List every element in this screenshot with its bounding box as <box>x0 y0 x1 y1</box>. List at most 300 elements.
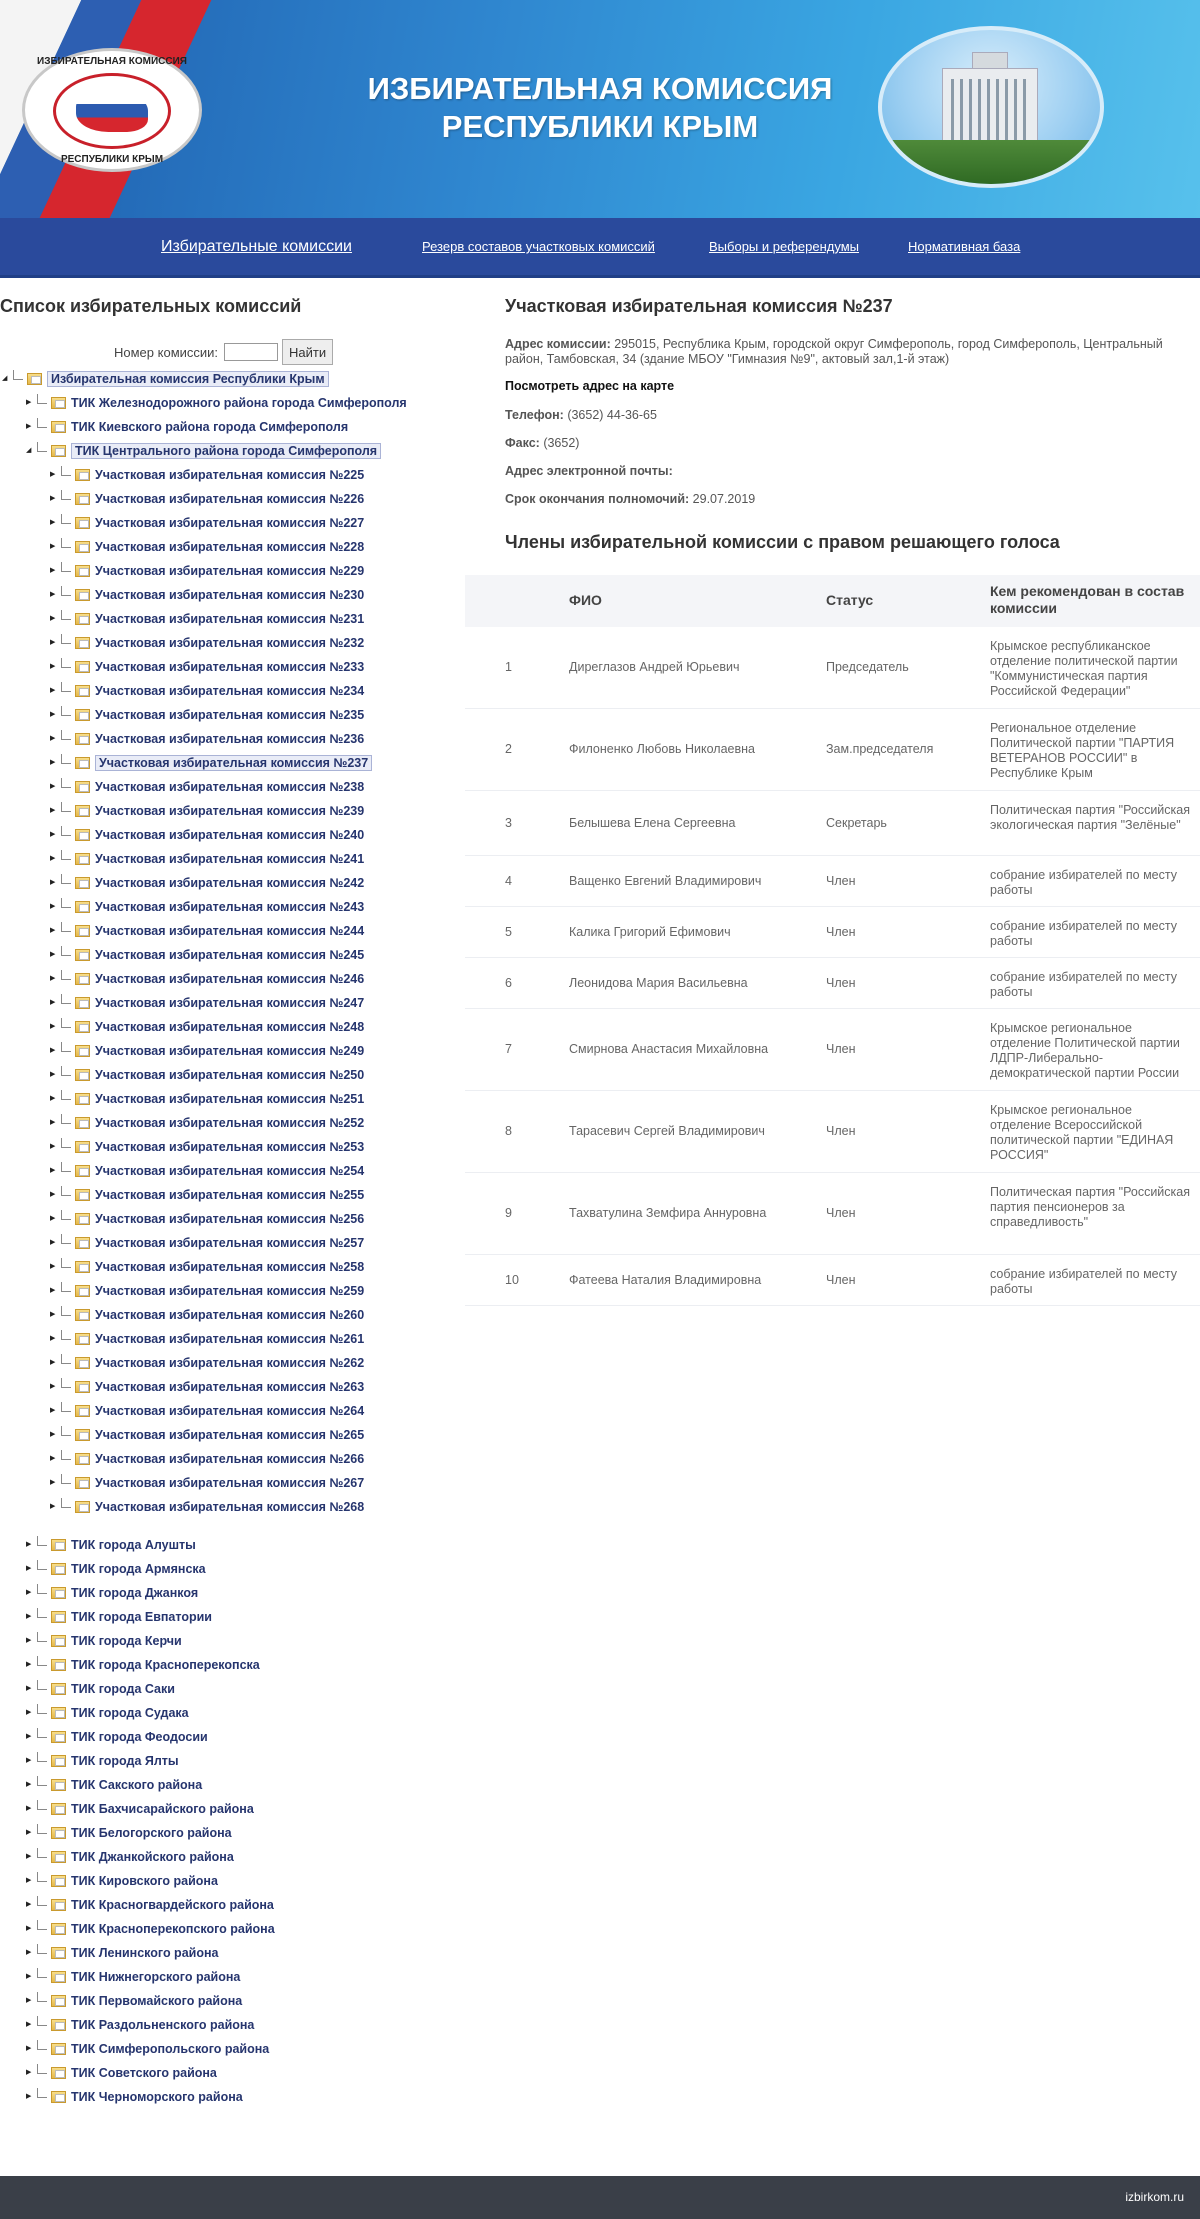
tree-expand-icon[interactable]: ▶ <box>50 1215 56 1222</box>
tree-item-label[interactable]: Участковая избирательная комиссия №244 <box>95 924 365 938</box>
cell-number: 1 <box>505 660 512 674</box>
tree-item-label[interactable]: ТИК города Феодосии <box>71 1730 208 1744</box>
folder-icon <box>75 637 90 649</box>
tree-item-uik[interactable] <box>50 969 364 989</box>
tree-line <box>37 1848 47 1858</box>
tree-item-label[interactable]: Участковая избирательная комиссия №257 <box>95 1236 365 1250</box>
tree-item-uik[interactable] <box>50 1401 364 1421</box>
tree-item-label[interactable]: ТИК города Саки <box>71 1682 175 1696</box>
tree-item-label[interactable]: Участковая избирательная комиссия №238 <box>95 780 365 794</box>
tree-expand-icon[interactable]: ▶ <box>26 2021 32 2028</box>
tree-expand-icon[interactable]: ▶ <box>50 1287 56 1294</box>
tree-line <box>61 1042 71 1052</box>
tree-item-label[interactable]: ТИК Железнодорожного района города Симферополя <box>71 396 407 410</box>
tree-item-label[interactable]: ТИК города Евпатории <box>71 1610 212 1624</box>
cell-name: Диреглазов Андрей Юрьевич <box>569 660 740 674</box>
tree-expand-icon[interactable]: ▶ <box>26 399 32 406</box>
tree-expand-icon[interactable]: ▶ <box>26 1877 32 1884</box>
tree-expand-icon[interactable]: ▶ <box>50 1335 56 1342</box>
tree-item-uik[interactable] <box>50 777 364 797</box>
tree-expand-icon[interactable]: ▶ <box>50 1239 56 1246</box>
tree-item-uik[interactable] <box>50 1089 364 1109</box>
tree-item-label[interactable]: Участковая избирательная комиссия №250 <box>95 1068 365 1082</box>
tree-item-uik[interactable] <box>50 1257 364 1277</box>
site-title <box>300 70 900 146</box>
tree-item-tik[interactable] <box>26 2015 254 2035</box>
tree-item-tik[interactable] <box>26 1679 175 1699</box>
cell-name: Смирнова Анастасия Михайловна <box>569 1042 769 1056</box>
tree-item-uik[interactable] <box>50 849 364 869</box>
tree-item-tik[interactable] <box>26 1991 242 2011</box>
tree-item-tik[interactable] <box>26 417 348 437</box>
tree-item-uik[interactable] <box>50 921 364 941</box>
tree-item-uik[interactable] <box>50 873 364 893</box>
tree-item-uik[interactable] <box>50 1113 364 1133</box>
tree-line <box>61 1114 71 1124</box>
tree-item-uik[interactable] <box>50 993 364 1013</box>
cell-status: Член <box>826 976 856 990</box>
cell-name: Тарасевич Сергей Владимирович <box>569 1124 765 1138</box>
folder-icon <box>51 1707 66 1719</box>
folder-icon <box>75 493 90 505</box>
tree-item-uik[interactable] <box>50 585 364 605</box>
tree-item-label[interactable]: Участковая избирательная комиссия №260 <box>95 1308 365 1322</box>
tree-item-label[interactable]: Участковая избирательная комиссия №245 <box>95 948 365 962</box>
folder-icon <box>75 949 90 961</box>
folder-icon <box>75 1021 90 1033</box>
tree-item-uik[interactable] <box>50 537 364 557</box>
folder-icon <box>75 1381 90 1393</box>
tree-item-tik[interactable] <box>26 2063 217 2083</box>
tree-item-label[interactable]: Участковая избирательная комиссия №241 <box>95 852 365 866</box>
tree-expand-icon[interactable]: ▶ <box>50 711 56 718</box>
tree-expand-icon[interactable]: ▶ <box>50 1047 56 1054</box>
tree-item-label[interactable]: ТИК города Керчи <box>71 1634 182 1648</box>
tree-collapse-icon[interactable]: ◢ <box>26 447 32 454</box>
tree-expand-icon[interactable]: ▶ <box>50 1407 56 1414</box>
tree-item-tik[interactable] <box>26 1823 232 1843</box>
parliament-building-image <box>878 26 1104 188</box>
tree-item-label[interactable]: ТИК Джанкойского района <box>71 1850 234 1864</box>
main-nav <box>0 218 1200 278</box>
tree-item-label[interactable]: ТИК Черноморского района <box>71 2090 243 2104</box>
tree-item-uik[interactable] <box>50 513 364 533</box>
tree-item-label[interactable]: Участковая избирательная комиссия №226 <box>95 492 365 506</box>
cell-recommended: Крымское республиканское отделение политической партии "Коммунистическая партия Российской Федерации" <box>990 639 1178 698</box>
tree-expand-icon[interactable]: ▶ <box>50 1191 56 1198</box>
tree-item-label[interactable]: ТИК города Красноперекопска <box>71 1658 260 1672</box>
tree-expand-icon[interactable]: ▶ <box>50 1431 56 1438</box>
tree-item-tik[interactable] <box>26 1535 196 1555</box>
tree-item-label[interactable]: ТИК Киевского района города Симферополя <box>71 420 349 434</box>
cell-name: Белышева Елена Сергеевна <box>569 816 736 830</box>
tree-item-label[interactable]: Участковая избирательная комиссия №266 <box>95 1452 365 1466</box>
tree-item-uik[interactable] <box>50 633 364 653</box>
tree-line <box>37 1776 47 1786</box>
tree-line <box>61 1234 71 1244</box>
tree-item-tik[interactable] <box>26 1655 260 1675</box>
folder-icon <box>75 805 90 817</box>
tree-item-label[interactable]: ТИК Советского района <box>71 2066 217 2080</box>
tree-line <box>61 1066 71 1076</box>
tree-item-tik[interactable] <box>26 1583 198 1603</box>
tree-item-tik[interactable] <box>26 1775 202 1795</box>
tree-item-uik[interactable] <box>50 945 364 965</box>
tree-item-label[interactable]: Участковая избирательная комиссия №240 <box>95 828 365 842</box>
tree-item-uik[interactable] <box>50 897 364 917</box>
tree-collapse-icon[interactable]: ◢ <box>2 375 8 382</box>
tree-expand-icon[interactable]: ▶ <box>50 975 56 982</box>
tree-expand-icon[interactable]: ▶ <box>50 1167 56 1174</box>
tree-item-uik[interactable] <box>50 1065 364 1085</box>
tree-expand-icon[interactable]: ▶ <box>50 687 56 694</box>
tree-item-label[interactable]: Участковая избирательная комиссия №234 <box>95 684 365 698</box>
tree-item-uik[interactable] <box>50 825 364 845</box>
tree-line <box>61 1498 71 1508</box>
tree-item-uik[interactable] <box>50 1425 364 1445</box>
tree-expand-icon[interactable]: ▶ <box>26 1901 32 1908</box>
tree-expand-icon[interactable]: ▶ <box>50 807 56 814</box>
tree-item-label[interactable]: Участковая избирательная комиссия №265 <box>95 1428 365 1442</box>
tree-expand-icon[interactable]: ▶ <box>26 1637 32 1644</box>
tree-line <box>61 490 71 500</box>
tree-expand-icon[interactable]: ▶ <box>26 1589 32 1596</box>
tree-item-label[interactable]: ТИК города Алушты <box>71 1538 196 1552</box>
tree-item-label[interactable]: ТИК Сакского района <box>71 1778 203 1792</box>
tree-item-tik[interactable] <box>26 2039 269 2059</box>
tree-item-tik[interactable] <box>26 1727 208 1747</box>
tree-item-label[interactable]: ТИК Симферопольского района <box>71 2042 270 2056</box>
tree-expand-icon[interactable]: ▶ <box>50 1023 56 1030</box>
tree-item-uik[interactable] <box>50 1017 364 1037</box>
tree-item-label[interactable]: Участковая избирательная комиссия №258 <box>95 1260 365 1274</box>
nav-link-normative[interactable]: Нормативная база <box>908 239 1021 254</box>
nav-link-elections[interactable]: Выборы и референдумы <box>709 239 859 254</box>
tree-item-label[interactable]: Участковая избирательная комиссия №256 <box>95 1212 365 1226</box>
tree-expand-icon[interactable]: ▶ <box>26 1805 32 1812</box>
tree-item-label[interactable]: Участковая избирательная комиссия №259 <box>95 1284 365 1298</box>
table-row <box>465 1173 1200 1255</box>
tree-item-label[interactable]: Участковая избирательная комиссия №251 <box>95 1092 365 1106</box>
tree-item-uik[interactable] <box>50 1353 364 1373</box>
tree-line <box>37 1704 47 1714</box>
tree-expand-icon[interactable]: ▶ <box>26 1661 32 1668</box>
tree-expand-icon[interactable]: ▶ <box>50 639 56 646</box>
tree-line <box>61 754 71 764</box>
tree-item-label[interactable]: Участковая избирательная комиссия №252 <box>95 1116 365 1130</box>
tree-item-label[interactable]: Участковая избирательная комиссия №243 <box>95 900 365 914</box>
folder-icon <box>51 1539 66 1551</box>
tree-expand-icon[interactable]: ▶ <box>50 567 56 574</box>
tree-item-tik[interactable] <box>26 1871 218 1891</box>
tree-item-label[interactable]: Участковая избирательная комиссия №254 <box>95 1164 365 1178</box>
tree-expand-icon[interactable]: ▶ <box>26 2069 32 2076</box>
tree-item-tik[interactable] <box>26 441 381 461</box>
tree-item-label[interactable]: ТИК Бахчисарайского района <box>71 1802 254 1816</box>
tree-line <box>37 442 47 452</box>
tree-item-uik[interactable] <box>50 1377 364 1397</box>
tree-item-label[interactable]: ТИК Раздольненского района <box>71 2018 255 2032</box>
tree-expand-icon[interactable]: ▶ <box>50 735 56 742</box>
tree-item-uik[interactable] <box>50 729 364 749</box>
tree-item-label[interactable]: ТИК Кировского района <box>71 1874 218 1888</box>
tree-expand-icon[interactable]: ▶ <box>50 1479 56 1486</box>
tree-item-uik[interactable] <box>50 1041 364 1061</box>
tree-item-label[interactable]: Участковая избирательная комиссия №253 <box>95 1140 365 1154</box>
tree-item-label[interactable]: Участковая избирательная комиссия №264 <box>95 1404 365 1418</box>
cell-number: 4 <box>505 874 512 888</box>
tree-item-label[interactable]: Участковая избирательная комиссия №237 <box>95 755 372 771</box>
tree-item-label[interactable]: ТИК Красноперекопского района <box>71 1922 275 1936</box>
tree-item-uik[interactable] <box>50 561 364 581</box>
tree-item-uik[interactable] <box>50 753 372 773</box>
commission-title: Участковая избирательная комиссия №237 <box>505 296 893 316</box>
tree-item-uik[interactable] <box>50 705 364 725</box>
tree-item-label[interactable]: Участковая избирательная комиссия №247 <box>95 996 365 1010</box>
address-label: Адрес комиссии: <box>505 337 611 351</box>
table-row <box>465 791 1200 856</box>
tree-expand-icon[interactable]: ▶ <box>26 1757 32 1764</box>
tree-line <box>61 970 71 980</box>
tree-item-uik[interactable] <box>50 489 364 509</box>
tree-item-label[interactable]: Участковая избирательная комиссия №246 <box>95 972 365 986</box>
folder-icon <box>75 1501 90 1513</box>
tree-expand-icon[interactable]: ▶ <box>26 1997 32 2004</box>
tree-item-uik[interactable] <box>50 801 364 821</box>
folder-icon <box>75 757 90 769</box>
cell-status: Член <box>826 1206 856 1220</box>
tree-item-label[interactable]: ТИК города Судака <box>71 1706 189 1720</box>
tree-item-label[interactable]: Участковая избирательная комиссия №230 <box>95 588 365 602</box>
tree-expand-icon[interactable]: ▶ <box>50 1119 56 1126</box>
tree-item-label[interactable]: Участковая избирательная комиссия №225 <box>95 468 365 482</box>
tree-expand-icon[interactable]: ▶ <box>50 1143 56 1150</box>
tree-expand-icon[interactable]: ▶ <box>50 495 56 502</box>
tree-expand-icon[interactable]: ▶ <box>26 1733 32 1740</box>
tree-expand-icon[interactable]: ▶ <box>50 759 56 766</box>
tree-expand-icon[interactable]: ▶ <box>50 999 56 1006</box>
tree-item-tik[interactable] <box>26 1895 274 1915</box>
tree-expand-icon[interactable]: ▶ <box>50 1383 56 1390</box>
tree-expand-icon[interactable]: ▶ <box>50 663 56 670</box>
tree-item-uik[interactable] <box>50 1137 364 1157</box>
tree-item-tik[interactable] <box>26 1559 206 1579</box>
tree-item-label[interactable]: ТИК города Джанкоя <box>71 1586 199 1600</box>
tree-expand-icon[interactable]: ▶ <box>26 1829 32 1836</box>
tree-item-uik[interactable] <box>50 1473 364 1493</box>
tree-expand-icon[interactable]: ▶ <box>26 1613 32 1620</box>
cell-status: Секретарь <box>826 816 887 830</box>
tree-item-label[interactable]: Участковая избирательная комиссия №232 <box>95 636 365 650</box>
tree-item-label[interactable]: ТИК Красногвардейского района <box>71 1898 274 1912</box>
tree-item-uik[interactable] <box>50 1329 364 1349</box>
tree-item-label[interactable]: Участковая избирательная комиссия №235 <box>95 708 365 722</box>
folder-icon <box>75 877 90 889</box>
tree-item-tik[interactable] <box>26 1751 179 1771</box>
tree-line <box>61 466 71 476</box>
tree-item-label[interactable]: Участковая избирательная комиссия №262 <box>95 1356 365 1370</box>
tree-item-uik[interactable] <box>50 1185 364 1205</box>
tree-item-uik[interactable] <box>50 1233 364 1253</box>
tree-expand-icon[interactable]: ▶ <box>50 1503 56 1510</box>
commission-emblem-logo[interactable] <box>22 48 202 172</box>
tree-item-uik[interactable] <box>50 609 364 629</box>
tree-item-label[interactable]: Участковая избирательная комиссия №255 <box>95 1188 365 1202</box>
tree-line <box>37 1656 47 1666</box>
tree-line <box>37 1872 47 1882</box>
tree-expand-icon[interactable]: ▶ <box>50 1263 56 1270</box>
tree-line <box>61 610 71 620</box>
tree-item-label[interactable]: ТИК Нижнегорского района <box>71 1970 241 1984</box>
folder-icon <box>75 1333 90 1345</box>
tree-item-label[interactable]: Участковая избирательная комиссия №249 <box>95 1044 365 1058</box>
tree-expand-icon[interactable]: ▶ <box>26 1541 32 1548</box>
folder-icon <box>75 565 90 577</box>
tree-item-label[interactable]: Участковая избирательная комиссия №236 <box>95 732 365 746</box>
folder-icon <box>51 1803 66 1815</box>
tree-item-label[interactable]: Участковая избирательная комиссия №229 <box>95 564 365 578</box>
cell-number: 10 <box>505 1273 519 1287</box>
tree-item-label[interactable]: Участковая избирательная комиссия №227 <box>95 516 365 530</box>
table-row <box>465 1009 1200 1091</box>
tree-item-uik[interactable] <box>50 681 364 701</box>
tree-item-tik[interactable] <box>26 1703 189 1723</box>
tree-root[interactable] <box>2 369 329 389</box>
tree-expand-icon[interactable]: ▶ <box>26 1973 32 1980</box>
tree-expand-icon[interactable]: ▶ <box>26 1781 32 1788</box>
col-header-recommended: Кем рекомендован в состав комиссии <box>990 583 1185 616</box>
tree-expand-icon[interactable]: ▶ <box>50 927 56 934</box>
tree-expand-icon[interactable]: ▶ <box>26 1925 32 1932</box>
tree-expand-icon[interactable]: ▶ <box>50 615 56 622</box>
tree-line <box>37 2016 47 2026</box>
tree-expand-icon[interactable]: ▶ <box>50 855 56 862</box>
tree-expand-icon[interactable]: ▶ <box>50 903 56 910</box>
fax-value: (3652) <box>543 436 580 450</box>
tree-item-label[interactable]: ТИК Белогорского района <box>71 1826 232 1840</box>
tree-item-label[interactable]: Участковая избирательная комиссия №268 <box>95 1500 365 1514</box>
folder-icon <box>75 1429 90 1441</box>
tree-item-label[interactable]: Участковая избирательная комиссия №267 <box>95 1476 365 1490</box>
folder-icon <box>75 901 90 913</box>
tree-item-label[interactable]: Участковая избирательная комиссия №231 <box>95 612 365 626</box>
view-on-map-link[interactable]: Посмотреть адрес на карте <box>505 379 675 393</box>
tree-item-uik[interactable] <box>50 657 364 677</box>
tree-expand-icon[interactable]: ▶ <box>50 1311 56 1318</box>
tree-expand-icon[interactable]: ▶ <box>50 591 56 598</box>
tree-item-tik[interactable] <box>26 1919 275 1939</box>
tree-item-uik[interactable] <box>50 465 364 485</box>
tree-item-label[interactable]: Участковая избирательная комиссия №239 <box>95 804 365 818</box>
search-button[interactable]: Найти <box>282 339 333 365</box>
members-title: Члены избирательной комиссии с правом решающего голоса <box>505 532 1060 552</box>
tree-expand-icon[interactable]: ▶ <box>26 1949 32 1956</box>
cell-status: Член <box>826 1124 856 1138</box>
tree-item-label[interactable]: Избирательная комиссия Республики Крым <box>47 371 329 387</box>
tree-expand-icon[interactable]: ▶ <box>50 1095 56 1102</box>
tree-expand-icon[interactable]: ▶ <box>50 543 56 550</box>
tree-expand-icon[interactable]: ▶ <box>26 1565 32 1572</box>
tree-item-tik[interactable] <box>26 1631 182 1651</box>
tree-expand-icon[interactable]: ▶ <box>50 1071 56 1078</box>
tree-item-label[interactable]: Участковая избирательная комиссия №242 <box>95 876 365 890</box>
tree-item-label[interactable]: ТИК Ленинского района <box>71 1946 219 1960</box>
tree-item-label[interactable]: Участковая избирательная комиссия №263 <box>95 1380 365 1394</box>
folder-icon <box>51 1683 66 1695</box>
tree-item-tik[interactable] <box>26 1607 212 1627</box>
tree-item-label[interactable]: Участковая избирательная комиссия №261 <box>95 1332 365 1346</box>
tree-item-label[interactable]: Участковая избирательная комиссия №228 <box>95 540 365 554</box>
tree-expand-icon[interactable]: ▶ <box>26 423 32 430</box>
cell-number: 7 <box>505 1042 512 1056</box>
tree-line <box>61 634 71 644</box>
tree-item-uik[interactable] <box>50 1497 364 1517</box>
tree-item-tik[interactable] <box>26 2087 243 2107</box>
tree-item-uik[interactable] <box>50 1161 364 1181</box>
nav-link-commissions[interactable]: Избирательные комиссии <box>161 238 352 255</box>
tree-item-uik[interactable] <box>50 1449 364 1469</box>
folder-icon <box>75 589 90 601</box>
cell-name: Фатеева Наталия Владимировна <box>569 1273 762 1287</box>
tree-expand-icon[interactable]: ▶ <box>26 2093 32 2100</box>
table-row <box>465 709 1200 791</box>
tree-expand-icon[interactable]: ▶ <box>26 2045 32 2052</box>
tree-expand-icon[interactable]: ▶ <box>50 519 56 526</box>
tree-item-tik[interactable] <box>26 1847 234 1867</box>
tree-expand-icon[interactable]: ▶ <box>50 1359 56 1366</box>
tree-expand-icon[interactable]: ▶ <box>26 1709 32 1716</box>
site-title-line1: ИЗБИРАТЕЛЬНАЯ КОМИССИЯ <box>367 71 833 106</box>
folder-icon <box>51 1995 66 2007</box>
email-line <box>505 464 1195 479</box>
site-title-line2: РЕСПУБЛИКИ КРЫМ <box>441 109 759 144</box>
tree-expand-icon[interactable]: ▶ <box>50 951 56 958</box>
folder-icon <box>75 1117 90 1129</box>
tree-item-label[interactable]: Участковая избирательная комиссия №233 <box>95 660 365 674</box>
folder-icon <box>75 1477 90 1489</box>
tree-expand-icon[interactable]: ▶ <box>50 783 56 790</box>
folder-icon <box>75 733 90 745</box>
tree-expand-icon[interactable]: ▶ <box>26 1685 32 1692</box>
tree-item-uik[interactable] <box>50 1281 364 1301</box>
tree-item-tik[interactable] <box>26 1799 254 1819</box>
tree-item-tik[interactable] <box>26 1943 218 1963</box>
tree-line <box>61 1090 71 1100</box>
tree-expand-icon[interactable]: ▶ <box>50 879 56 886</box>
tree-line <box>61 658 71 668</box>
tree-item-tik[interactable] <box>26 1967 240 1987</box>
tree-item-uik[interactable] <box>50 1209 364 1229</box>
tree-item-label[interactable]: ТИК Первомайского района <box>71 1994 243 2008</box>
tree-item-label[interactable]: ТИК Центрального района города Симферополя <box>71 443 381 459</box>
nav-link-reserve[interactable]: Резерв составов участковых комиссий <box>422 239 655 254</box>
cell-number: 8 <box>505 1124 512 1138</box>
tree-item-uik[interactable] <box>50 1305 364 1325</box>
commission-number-input[interactable] <box>224 343 278 361</box>
tree-expand-icon[interactable]: ▶ <box>50 831 56 838</box>
tree-expand-icon[interactable]: ▶ <box>50 471 56 478</box>
tree-item-label[interactable]: ТИК города Ялты <box>71 1754 179 1768</box>
tree-item-tik[interactable] <box>26 393 407 413</box>
folder-icon <box>75 1213 90 1225</box>
tree-expand-icon[interactable]: ▶ <box>26 1853 32 1860</box>
tree-expand-icon[interactable]: ▶ <box>50 1455 56 1462</box>
tree-item-label[interactable]: ТИК города Армянска <box>71 1562 206 1576</box>
folder-icon <box>51 1947 66 1959</box>
folder-icon <box>51 1923 66 1935</box>
tree-item-label[interactable]: Участковая избирательная комиссия №248 <box>95 1020 365 1034</box>
search-label: Номер комиссии: <box>114 344 219 360</box>
